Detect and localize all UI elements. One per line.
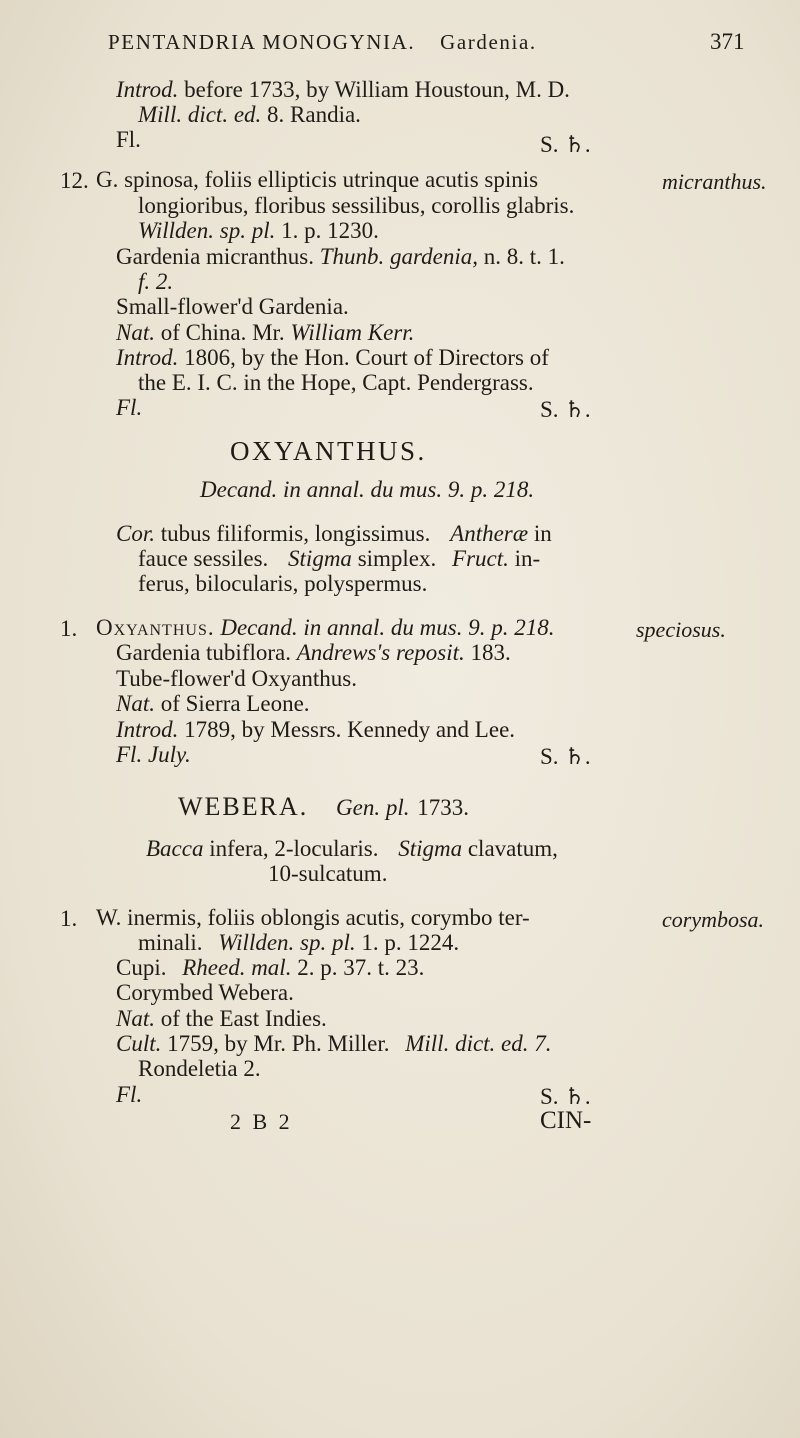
margin-species-name: speciosus.	[636, 617, 726, 642]
margin-species-name: corymbosa.	[662, 907, 765, 932]
margin-species-name: micranthus.	[662, 169, 767, 194]
oxy-entry-fl: Fl. July.	[116, 742, 191, 767]
oxy-entry-line2: Gardenia tubiflora. Andrews's reposit. 183.	[116, 640, 511, 665]
web-entry-line2: minali. Willden. sp. pl. 1. p. 1224.	[138, 930, 460, 955]
english-name: Small-flower'd Gardenia.	[116, 294, 349, 319]
genus-character-line2: 10-sulcatum.	[268, 861, 388, 886]
web-entry-line3: Cupi. Rheed. mal. 2. p. 37. t. 23.	[116, 955, 425, 980]
oxy-entry-nat: Nat. of Sierra Leone.	[116, 691, 310, 716]
web-entry-cult: Cult. 1759, by Mr. Ph. Miller. Mill. dict. ed. 7.	[116, 1031, 552, 1056]
web-entry-line1: W. inermis, foliis oblongis acutis, corymbo ter-	[96, 905, 530, 930]
entry-12-line2: longioribus, floribus sessilibus, corollis glabris.	[138, 193, 575, 218]
catchword: CIN-	[540, 1107, 592, 1134]
web-entry-habit: S. ♄.	[540, 1084, 591, 1109]
web-entry-fl: Fl.	[116, 1082, 143, 1107]
entry-12-line3: Willden. sp. pl. 1. p. 1230.	[138, 218, 379, 243]
oxy-entry-introd: Introd. 1789, by Messrs. Kennedy and Lee.	[116, 717, 516, 742]
genus-heading: WEBERA. Gen. pl. 1733.	[178, 792, 469, 821]
entry-number: 12.	[60, 168, 89, 193]
entry-12-line5: f. 2.	[138, 269, 174, 294]
running-head-title: PENTANDRIA MONOGYNIA.	[108, 30, 416, 54]
entry-12-line1: G. spinosa, foliis ellipticis utrinque acutis spinis	[96, 167, 539, 192]
oxy-entry-line1: Oxyanthus. Decand. in annal. du mus. 9. p. 218.	[96, 615, 555, 640]
web-entry-rondeletia: Rondeletia 2.	[138, 1056, 261, 1081]
randia-habit: S. ♄.	[540, 132, 591, 157]
running-head	[108, 30, 537, 55]
genus-character-line3: ferus, bilocularis, polyspermus.	[138, 571, 428, 596]
genus-character-line2: fauce sessiles. Stigma simplex. Fruct. in-	[138, 546, 541, 571]
entry-12-nat: Nat. of China. Mr. William Kerr.	[116, 320, 415, 345]
entry-12-introd2: the E. I. C. in the Hope, Capt. Pendergrass.	[138, 370, 534, 395]
randia-introd-line: Introd. before 1733, by William Houstoun, M. D.	[116, 77, 570, 102]
randia-fl: Fl.	[116, 127, 141, 152]
running-head-genus: Gardenia.	[440, 30, 537, 54]
genus-character-line1: Bacca infera, 2-locularis. Stigma clavatum,	[146, 836, 558, 861]
page-number: 371	[710, 29, 745, 54]
genus-reference: Decand. in annal. du mus. 9. p. 218.	[200, 477, 535, 502]
entry-number: 1.	[60, 906, 78, 931]
english-name: Tube-flower'd Oxyanthus.	[116, 666, 357, 691]
entry-12-habit: S. ♄.	[540, 397, 591, 422]
entry-12-line4: Gardenia micranthus. Thunb. gardenia, n. 8. t. 1.	[116, 244, 565, 269]
genus-heading: OXYANTHUS.	[230, 436, 427, 466]
signature-mark: 2 B 2	[230, 1109, 293, 1134]
entry-number: 1.	[60, 616, 78, 641]
randia-ref-line: Mill. dict. ed. 8. Randia.	[138, 102, 361, 127]
entry-12-introd: Introd. 1806, by the Hon. Court of Directors of	[116, 345, 549, 370]
web-entry-nat: Nat. of the East Indies.	[116, 1006, 327, 1031]
english-name: Corymbed Webera.	[116, 980, 294, 1005]
entry-12-fl: Fl.	[116, 395, 143, 420]
oxy-entry-habit: S. ♄.	[540, 744, 591, 769]
genus-character-line1: Cor. tubus filiformis, longissimus. Antheræ in	[116, 521, 552, 546]
